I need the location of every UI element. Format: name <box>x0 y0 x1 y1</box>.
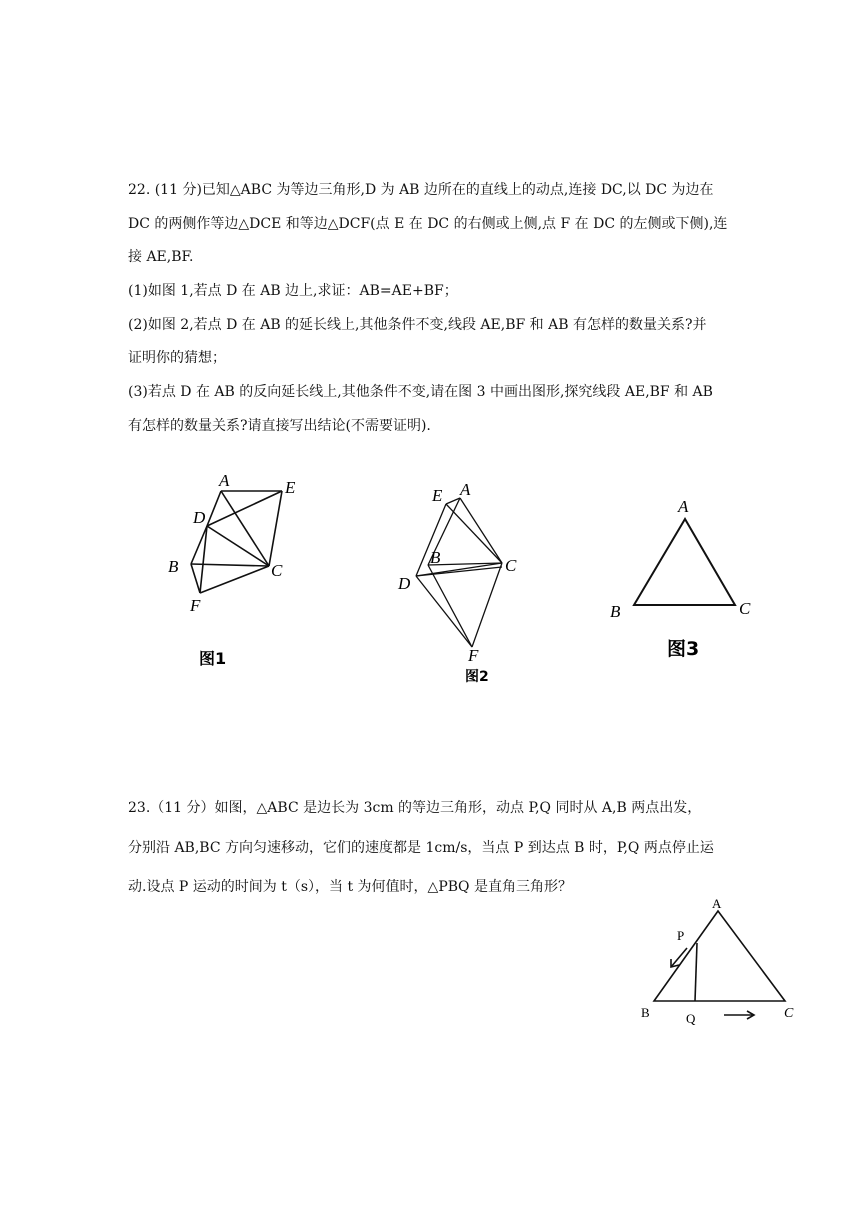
fig2-label-B: B <box>430 548 441 567</box>
q22-line-3: 接 AE,BF. <box>128 249 194 265</box>
fig2-label-C: C <box>505 556 517 575</box>
q23-figure <box>630 890 800 1030</box>
figure-3 <box>600 485 770 665</box>
fig2-label-A: A <box>460 480 471 499</box>
figure-1 <box>160 465 320 680</box>
fig1-label-D: D <box>193 508 206 527</box>
q22-part-1: (1)如图 1,若点 D 在 AB 边上,求证：AB=AE+BF； <box>128 283 458 299</box>
q23-line-2: 分别沿 AB,BC 方向匀速移动，它们的速度都是 1cm/s，当点 P 到达点 B 时，P,Q 两点停止运 <box>128 840 714 856</box>
figure-2 <box>395 475 525 690</box>
q23-label-A: A <box>712 896 722 911</box>
fig3-label-C: C <box>739 599 751 618</box>
fig1-caption: 图1 <box>199 649 227 668</box>
q22-line-1: 22. (11 分)已知△ABC 为等边三角形,D 为 AB 边所在的直线上的动点,连接 DC,以 DC 为边在 <box>128 182 714 198</box>
fig2-label-F: F <box>468 646 479 665</box>
fig1-label-B: B <box>168 557 179 576</box>
q22-line-2: DC 的两侧作等边△DCE 和等边△DCF(点 E 在 DC 的右侧或上侧,点 F 在 DC 的左侧或下侧),连 <box>128 216 728 232</box>
q22-part-3: (3)若点 D 在 AB 的反向延长线上,其他条件不变,请在图 3 中画出图形,探究线段 AE,BF 和 AB <box>128 384 713 400</box>
q23-label-P: P <box>677 928 685 943</box>
q23-line-1: 23.（11 分）如图，△ABC 是边长为 3cm 的等边三角形，动点 P,Q 同时从 A,B 两点出发， <box>128 800 702 816</box>
q22-part-3-cont: 有怎样的数量关系?请直接写出结论(不需要证明). <box>128 418 431 434</box>
fig2-label-D: D <box>398 574 411 593</box>
fig3-label-B: B <box>610 602 621 621</box>
q23-label-Q: Q <box>686 1011 696 1026</box>
q22-part-2-cont: 证明你的猜想； <box>128 350 226 366</box>
fig2-label-E: E <box>432 486 443 505</box>
fig1-label-E: E <box>285 478 296 497</box>
q22-part-2: (2)如图 2,若点 D 在 AB 的延长线上,其他条件不变,线段 AE,BF 和 AB 有怎样的数量关系?并 <box>128 317 707 333</box>
fig1-label-F: F <box>190 596 201 615</box>
q23-label-B: B <box>641 1005 650 1020</box>
fig1-label-A: A <box>219 471 230 490</box>
fig3-caption: 图3 <box>667 638 700 660</box>
fig2-caption: 图2 <box>465 669 489 685</box>
fig3-label-A: A <box>678 497 689 516</box>
q23-label-C: C <box>784 1006 794 1021</box>
fig1-label-C: C <box>271 561 283 580</box>
q23-line-3: 动.设点 P 运动的时间为 t（s），当 t 为何值时，△PBQ 是直角三角形？ <box>128 879 572 895</box>
